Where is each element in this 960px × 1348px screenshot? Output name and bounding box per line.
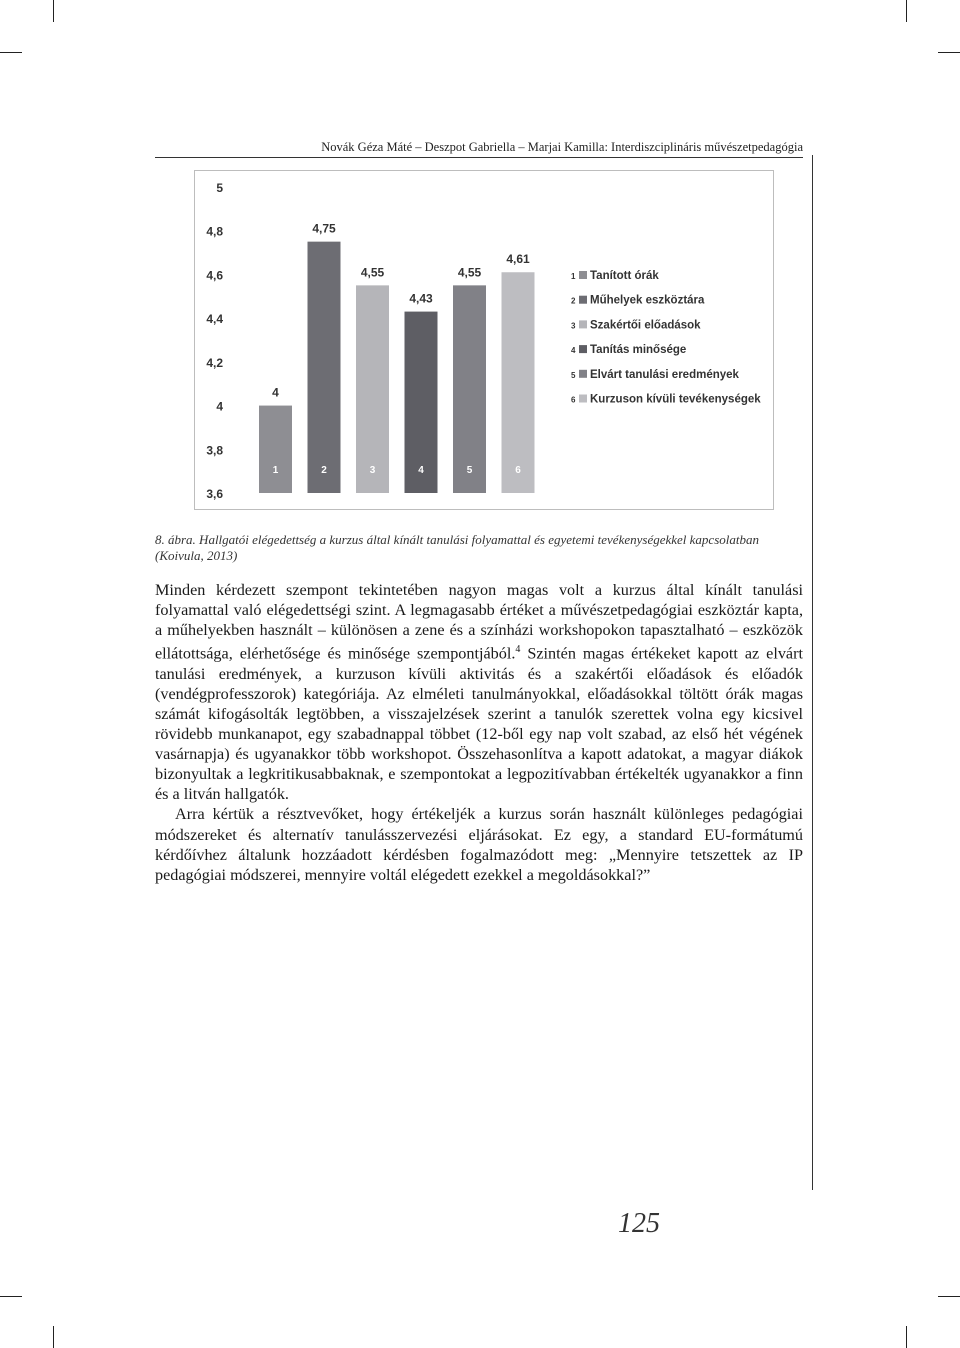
y-tick-label: 3,6 bbox=[206, 487, 223, 501]
running-header: Novák Géza Máté – Deszpot Gabriella – Marjai Kamilla: Interdiszciplináris művészetpedagógia bbox=[321, 140, 803, 154]
legend-label: Tanított órák bbox=[590, 270, 659, 282]
footnote-ref[interactable]: 4 bbox=[515, 644, 521, 656]
x-category-label: 1 bbox=[272, 465, 279, 476]
bar-value-label: 4,43 bbox=[409, 291, 433, 306]
legend-label: Elvárt tanulási eredmények bbox=[590, 368, 739, 381]
paragraph-2: Arra kértük a résztvevőket, hogy értékeljék a kurzus során használt különleges pedagógiai módszereket és alternatív tanulásszervezési eljárásokat. Ez egy, a standard EU-formátumú kérdőívhez általunk hozzáadott kérdésben fogalmazódott meg: „Mennyire tetszettek az IP pedagógiai módszerei, mennyire voltál elégedett ezekkel a megoldásokkal?” bbox=[155, 805, 803, 884]
legend-number: 5 bbox=[571, 370, 576, 380]
legend-swatch bbox=[579, 320, 587, 328]
x-category-label: 4 bbox=[418, 465, 424, 476]
bar bbox=[259, 406, 292, 493]
y-tick-label: 4,6 bbox=[206, 268, 223, 283]
x-category-label: 6 bbox=[515, 465, 521, 476]
legend-number: 4 bbox=[571, 346, 576, 356]
bar bbox=[356, 285, 389, 493]
legend-label: Szakértői előadások bbox=[590, 319, 701, 332]
legend-swatch bbox=[579, 345, 587, 353]
x-category-label: 5 bbox=[466, 465, 473, 476]
y-tick-label: 5 bbox=[216, 181, 223, 195]
bar-value-label: 4,55 bbox=[360, 265, 385, 280]
y-tick-label: 4,2 bbox=[206, 355, 223, 370]
paragraph-1-part-b: Szintén magas értékeket kapott az elvárt tanulási eredmények, a kurzuson kívüli aktivitás és a szakértői előadások és előadók (vendégprofesszorok) kategóriája. Az elméleti tanulmányokkal, előadásokkal töltött órák magas számát kifogásolták legtöbben, a visszajelzések szerint a tanulók szerettek volna egy kicsivel rövidebb munkanapot, egy szabadnappal többet (12-ből egy nap volt szabad, az első hét végének vasárnapja) és ugyanakkor több workshopot. Összehasonlítva a kapott adatokat, a magyar diákok bizonyultak a legkritikusabbaknak, e szempontokat a legpozitívabban értékelték ugyanakkor a finn és a litván hallgatók. bbox=[155, 644, 803, 804]
crop-mark bbox=[53, 0, 54, 22]
bar bbox=[308, 242, 341, 493]
paragraph-1 bbox=[155, 580, 803, 804]
legend-number: 3 bbox=[571, 321, 576, 331]
crop-mark bbox=[0, 52, 22, 53]
margin-rule bbox=[812, 155, 813, 1190]
legend-label: Tanítás minősége bbox=[590, 344, 687, 357]
legend-number: 6 bbox=[571, 395, 576, 405]
paragraph-1-part-a: Minden kérdezett szempont tekintetében nagyon magas volt a kurzus által kínált tanulási folyamattal való elégedettségi szint. A legmagasabb értéket a művészetpedagógiai eszköztár kapta, a műhelyekben használt – különösen a zene és a színházi workshopokon tapasztalható – eszközök ellátottsága, elérhetősége és minősége szempontjából. bbox=[155, 581, 803, 663]
legend-label: Kurzuson kívüli tevékenységek bbox=[590, 393, 761, 406]
legend-swatch bbox=[579, 296, 587, 304]
legend-swatch bbox=[579, 271, 587, 279]
legend-label: Műhelyek eszköztára bbox=[590, 294, 705, 307]
legend-swatch bbox=[579, 395, 587, 403]
body-text bbox=[155, 580, 803, 885]
bar bbox=[453, 285, 486, 493]
y-tick-label: 4,8 bbox=[206, 224, 223, 239]
figure-caption: 8. ábra. Hallgatói elégedettség a kurzus által kínált tanulási folyamattal és egyetemi tevékenységekkel kapcsolatban (Koivula, 2013) bbox=[155, 532, 759, 563]
chart-canvas bbox=[195, 171, 773, 509]
crop-mark bbox=[53, 1326, 54, 1348]
x-category-label: 3 bbox=[369, 465, 376, 476]
crop-mark bbox=[906, 0, 907, 22]
x-category-label: 2 bbox=[321, 465, 327, 476]
bar-value-label: 4,75 bbox=[312, 221, 336, 236]
bar-chart bbox=[194, 170, 774, 510]
bar bbox=[502, 272, 535, 493]
crop-mark bbox=[938, 1296, 960, 1297]
legend-number: 1 bbox=[571, 272, 576, 281]
page-number: 125 bbox=[618, 1208, 660, 1239]
legend-swatch bbox=[579, 370, 587, 378]
bar-value-label: 4,61 bbox=[506, 252, 530, 267]
y-tick-label: 4 bbox=[216, 399, 223, 414]
y-tick-label: 3,8 bbox=[206, 443, 223, 458]
y-tick-label: 4,4 bbox=[206, 312, 223, 327]
bar-value-label: 4,55 bbox=[457, 265, 482, 280]
crop-mark bbox=[906, 1326, 907, 1348]
bar-value-label: 4 bbox=[272, 385, 279, 400]
legend-number: 2 bbox=[571, 296, 576, 306]
header-rule bbox=[155, 157, 803, 158]
crop-mark bbox=[0, 1296, 22, 1297]
crop-mark bbox=[938, 52, 960, 53]
